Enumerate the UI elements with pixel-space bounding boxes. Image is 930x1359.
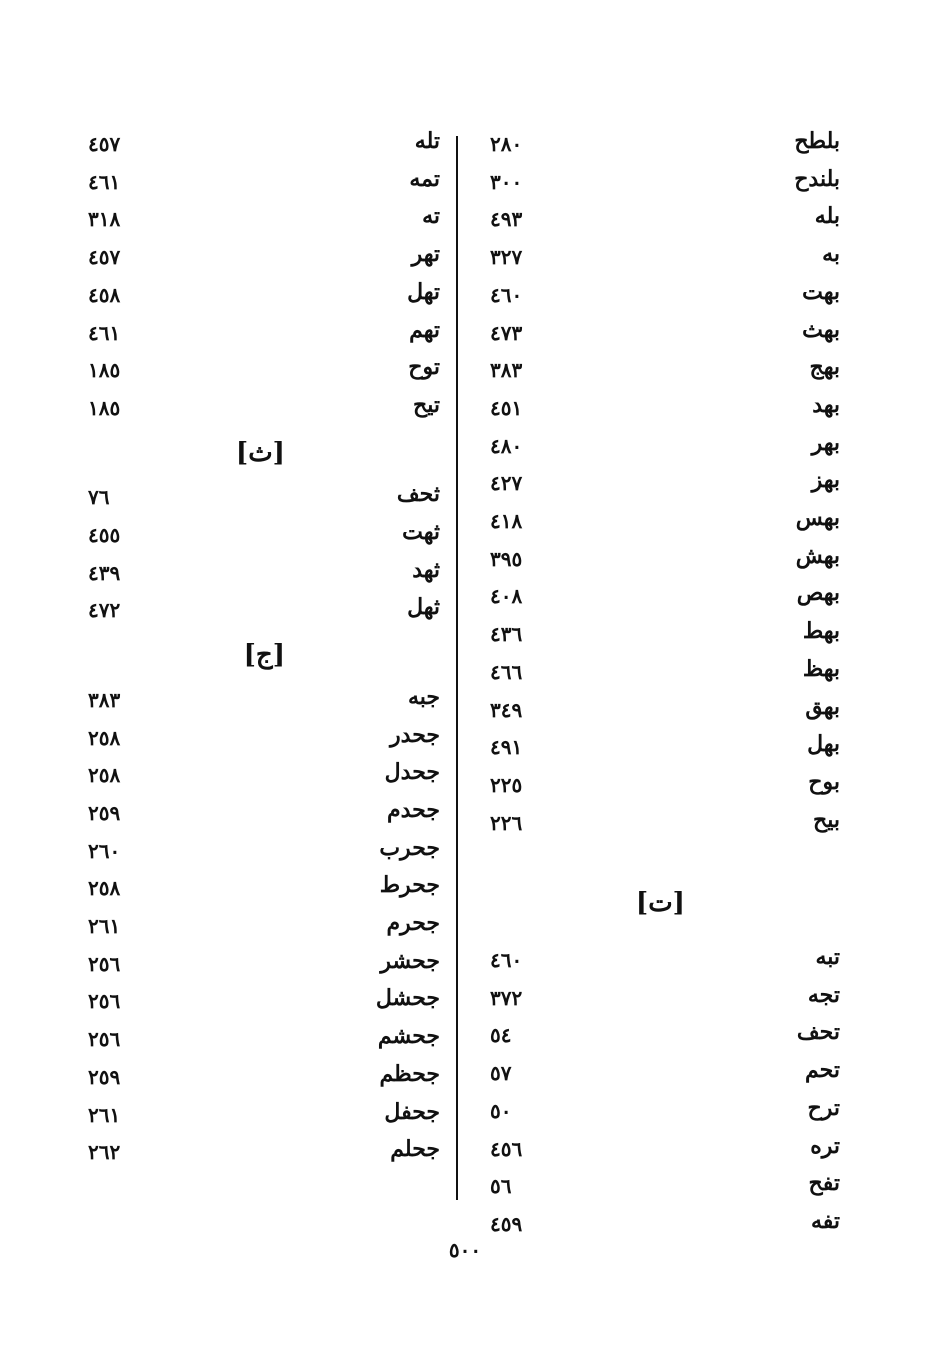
index-page-ref: ٤٥٥ xyxy=(88,523,121,547)
index-page-ref: ٤٩٣ xyxy=(490,207,523,232)
index-page-ref: ١٨٥ xyxy=(88,358,121,383)
index-page-ref: ٤٥٩ xyxy=(490,1211,523,1236)
index-page-ref: ٤٩١ xyxy=(490,735,523,760)
index-page-ref: ٤٣٦ xyxy=(490,622,523,647)
index-page-ref: ٤٥٨ xyxy=(88,282,121,307)
index-page-ref: ٤٦١ xyxy=(88,320,121,345)
index-word: توح xyxy=(408,354,440,381)
index-word: بهت xyxy=(802,278,840,305)
index-page-ref: ٢٦١ xyxy=(88,1102,121,1127)
index-word: بهل xyxy=(807,731,840,758)
index-page-ref: ٥٦ xyxy=(490,1174,512,1199)
index-page-ref: ٤٣٩ xyxy=(88,560,121,585)
section-heading: [ت] xyxy=(635,888,685,919)
index-word: تجه xyxy=(807,981,840,1008)
index-page-ref: ٧٦ xyxy=(88,485,110,510)
index-page-ref: ٥٠ xyxy=(490,1098,512,1123)
index-page-ref: ٤٦٦ xyxy=(490,659,523,684)
index-word: تحف xyxy=(796,1019,840,1046)
index-page-ref: ٢٥٩ xyxy=(88,800,121,825)
index-word: جحدم xyxy=(387,796,440,823)
index-page-ref: ٤٧٣ xyxy=(490,320,523,345)
index-page-ref: ٤٦٠ xyxy=(490,282,523,307)
index-word: بهج xyxy=(809,354,840,381)
index-word: تفه xyxy=(810,1207,840,1234)
index-word: جحدر xyxy=(390,721,440,748)
index-page-ref: ٤٠٨ xyxy=(490,584,523,609)
index-word: جحرم xyxy=(386,910,440,936)
index-word: ثهد xyxy=(412,556,440,583)
index-page-ref: ٣٠٠ xyxy=(490,169,523,194)
index-page-ref: ٤٥٧ xyxy=(88,132,121,156)
index-word: بهس xyxy=(795,505,840,531)
index-page-ref: ٤٧٢ xyxy=(88,598,121,623)
index-word: بلطح xyxy=(794,128,840,154)
index-page-ref: ٤٥٦ xyxy=(490,1136,523,1161)
index-page-ref: ٢٦٢ xyxy=(88,1140,121,1165)
index-page-ref: ٢٨٠ xyxy=(490,132,523,156)
index-page-ref: ٢٥٦ xyxy=(88,1027,121,1052)
index-page-ref: ٣٤٩ xyxy=(490,697,523,722)
index-word: تله xyxy=(414,128,440,154)
index-page-ref: ٤٦٠ xyxy=(490,948,523,972)
index-word: جحرب xyxy=(379,834,440,861)
index-word: بيح xyxy=(813,806,840,833)
index-page-ref: ٤٢٧ xyxy=(490,471,523,496)
index-word: بله xyxy=(814,203,840,230)
index-word: ثهل xyxy=(407,594,440,621)
index-word: تره xyxy=(810,1132,840,1159)
index-word: جحظم xyxy=(379,1060,440,1087)
index-word: جحشر xyxy=(380,947,440,974)
index-word: تمه xyxy=(409,165,440,192)
index-word: تهر xyxy=(411,241,440,268)
index-page-ref: ٣٢٧ xyxy=(490,245,523,270)
index-word: تهل xyxy=(407,278,440,305)
index-word: تبه xyxy=(815,944,840,970)
index-word: بهز xyxy=(811,467,840,494)
index-page-ref: ٢٥٦ xyxy=(88,989,121,1014)
index-word: بهث xyxy=(802,316,840,343)
index-word: جحرط xyxy=(379,872,440,899)
index-word: ته xyxy=(422,203,440,230)
index-page-ref: ٤٦١ xyxy=(88,169,121,194)
index-page-ref: ٢٦٠ xyxy=(88,838,121,863)
index-word: بلندح xyxy=(794,165,840,192)
index-word: تحم xyxy=(805,1057,840,1084)
index-page-ref: ٤١٨ xyxy=(490,509,523,533)
index-page-ref: ٢٥٩ xyxy=(88,1064,121,1089)
index-word: تيح xyxy=(413,391,440,418)
index-word: بهق xyxy=(805,693,840,720)
index-page-ref: ٢٥٨ xyxy=(88,763,121,788)
index-word: ترح xyxy=(807,1094,840,1121)
index-word: بهظ xyxy=(802,655,840,682)
index-word: ثهت xyxy=(402,519,440,545)
index-page-ref: ٢٥٨ xyxy=(88,725,121,750)
index-word: بهد xyxy=(812,391,840,418)
index-page-ref: ٣١٨ xyxy=(88,207,121,232)
index-page-ref: ٢٥٦ xyxy=(88,951,121,976)
index-word: بهص xyxy=(796,580,840,607)
index-page-ref: ٤٥١ xyxy=(490,395,523,420)
index-word: به xyxy=(822,241,840,268)
index-word: بهط xyxy=(802,618,840,645)
index-page-ref: ٢٦١ xyxy=(88,914,121,938)
page-number: ٥٠٠ xyxy=(448,1238,482,1262)
index-word: بوح xyxy=(808,768,840,795)
index-page-ref: ٣٨٣ xyxy=(490,358,523,383)
index-page-ref: ٣٨٣ xyxy=(88,687,121,712)
index-word: بهش xyxy=(795,542,840,569)
index-page-ref: ٢٥٨ xyxy=(88,876,121,901)
index-page-ref: ٤٨٠ xyxy=(490,433,523,458)
index-word: ثحف xyxy=(396,481,440,508)
index-page-ref: ٣٩٥ xyxy=(490,546,523,571)
index-page-ref: ٤٥٧ xyxy=(88,245,121,270)
index-word: جحفل xyxy=(384,1098,440,1125)
index-word: جحشل xyxy=(375,985,440,1012)
index-word: جحلم xyxy=(390,1136,440,1163)
index-word: تهم xyxy=(409,316,440,343)
index-page-ref: ٣٧٢ xyxy=(490,985,523,1010)
index-page-ref: ١٨٥ xyxy=(88,395,121,420)
index-page-ref: ٢٢٦ xyxy=(490,810,523,835)
index-word: بهر xyxy=(811,429,840,456)
index-page-ref: ٢٢٥ xyxy=(490,772,523,797)
section-heading: [ث] xyxy=(235,437,285,468)
column-divider xyxy=(456,136,458,1200)
index-word: تفح xyxy=(808,1170,840,1197)
index-word: جبه xyxy=(407,683,440,710)
index-page-ref: ٥٤ xyxy=(490,1023,512,1048)
index-page-ref: ٥٧ xyxy=(490,1061,512,1086)
index-word: جحشم xyxy=(377,1023,440,1050)
section-heading: [ج] xyxy=(243,640,285,671)
index-word: جحدل xyxy=(384,759,440,786)
